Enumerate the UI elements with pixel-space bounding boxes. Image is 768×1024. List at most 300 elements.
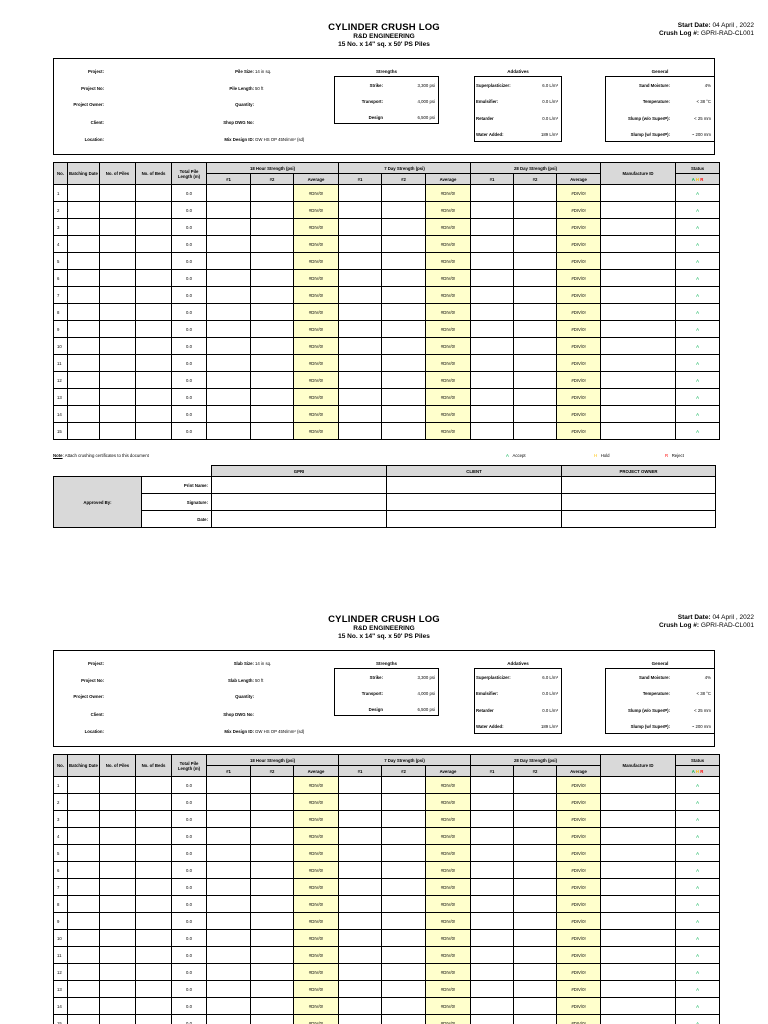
h18-1-cell[interactable] [207, 811, 251, 828]
d7-2-cell[interactable] [382, 998, 426, 1015]
h18-2-cell[interactable] [251, 794, 294, 811]
num-beds-cell[interactable] [136, 811, 172, 828]
d7-1-cell[interactable] [339, 845, 382, 862]
d7-2-cell[interactable] [382, 964, 426, 981]
num-piles-cell[interactable] [100, 947, 136, 964]
manufacture-id-cell[interactable] [601, 253, 676, 270]
h18-2-cell[interactable] [251, 338, 294, 355]
d7-2-cell[interactable] [382, 321, 426, 338]
num-beds-cell[interactable] [136, 947, 172, 964]
h18-1-cell[interactable] [207, 389, 251, 406]
d7-2-cell[interactable] [382, 862, 426, 879]
d7-1-cell[interactable] [339, 406, 382, 423]
d28-1-cell[interactable] [471, 185, 514, 202]
client-date-field[interactable] [387, 511, 562, 528]
num-beds-cell[interactable] [136, 355, 172, 372]
d7-1-cell[interactable] [339, 913, 382, 930]
batching-date-cell[interactable] [68, 389, 100, 406]
h18-1-cell[interactable] [207, 828, 251, 845]
h18-2-cell[interactable] [251, 304, 294, 321]
h18-1-cell[interactable] [207, 896, 251, 913]
d28-2-cell[interactable] [514, 372, 557, 389]
batching-date-cell[interactable] [68, 1015, 100, 1024]
d7-1-cell[interactable] [339, 964, 382, 981]
d7-1-cell[interactable] [339, 862, 382, 879]
h18-1-cell[interactable] [207, 777, 251, 794]
d28-2-cell[interactable] [514, 930, 557, 947]
h18-1-cell[interactable] [207, 947, 251, 964]
manufacture-id-cell[interactable] [601, 862, 676, 879]
h18-1-cell[interactable] [207, 794, 251, 811]
num-beds-cell[interactable] [136, 964, 172, 981]
batching-date-cell[interactable] [68, 202, 100, 219]
manufacture-id-cell[interactable] [601, 879, 676, 896]
d28-1-cell[interactable] [471, 236, 514, 253]
batching-date-cell[interactable] [68, 236, 100, 253]
num-beds-cell[interactable] [136, 879, 172, 896]
batching-date-cell[interactable] [68, 321, 100, 338]
d7-2-cell[interactable] [382, 406, 426, 423]
manufacture-id-cell[interactable] [601, 338, 676, 355]
h18-2-cell[interactable] [251, 845, 294, 862]
h18-1-cell[interactable] [207, 202, 251, 219]
manufacture-id-cell[interactable] [601, 998, 676, 1015]
d28-1-cell[interactable] [471, 219, 514, 236]
d7-1-cell[interactable] [339, 811, 382, 828]
d28-2-cell[interactable] [514, 423, 557, 440]
num-beds-cell[interactable] [136, 845, 172, 862]
d28-1-cell[interactable] [471, 879, 514, 896]
h18-1-cell[interactable] [207, 406, 251, 423]
d28-1-cell[interactable] [471, 389, 514, 406]
num-piles-cell[interactable] [100, 862, 136, 879]
d28-1-cell[interactable] [471, 338, 514, 355]
num-piles-cell[interactable] [100, 287, 136, 304]
batching-date-cell[interactable] [68, 862, 100, 879]
owner-print-name-field[interactable] [562, 477, 716, 494]
d28-1-cell[interactable] [471, 1015, 514, 1024]
d7-2-cell[interactable] [382, 219, 426, 236]
batching-date-cell[interactable] [68, 811, 100, 828]
h18-1-cell[interactable] [207, 845, 251, 862]
d28-1-cell[interactable] [471, 913, 514, 930]
h18-2-cell[interactable] [251, 389, 294, 406]
d7-2-cell[interactable] [382, 202, 426, 219]
d7-2-cell[interactable] [382, 304, 426, 321]
manufacture-id-cell[interactable] [601, 777, 676, 794]
d7-1-cell[interactable] [339, 236, 382, 253]
num-piles-cell[interactable] [100, 896, 136, 913]
d28-1-cell[interactable] [471, 321, 514, 338]
num-piles-cell[interactable] [100, 389, 136, 406]
d28-1-cell[interactable] [471, 828, 514, 845]
d7-1-cell[interactable] [339, 930, 382, 947]
manufacture-id-cell[interactable] [601, 845, 676, 862]
d7-2-cell[interactable] [382, 389, 426, 406]
d7-1-cell[interactable] [339, 270, 382, 287]
batching-date-cell[interactable] [68, 964, 100, 981]
d7-1-cell[interactable] [339, 287, 382, 304]
d7-2-cell[interactable] [382, 794, 426, 811]
manufacture-id-cell[interactable] [601, 219, 676, 236]
h18-1-cell[interactable] [207, 185, 251, 202]
h18-2-cell[interactable] [251, 811, 294, 828]
h18-2-cell[interactable] [251, 372, 294, 389]
d7-1-cell[interactable] [339, 777, 382, 794]
d28-2-cell[interactable] [514, 406, 557, 423]
h18-1-cell[interactable] [207, 219, 251, 236]
owner-date-field[interactable] [562, 511, 716, 528]
d28-2-cell[interactable] [514, 964, 557, 981]
h18-2-cell[interactable] [251, 253, 294, 270]
h18-2-cell[interactable] [251, 896, 294, 913]
num-beds-cell[interactable] [136, 338, 172, 355]
batching-date-cell[interactable] [68, 185, 100, 202]
manufacture-id-cell[interactable] [601, 372, 676, 389]
manufacture-id-cell[interactable] [601, 794, 676, 811]
h18-2-cell[interactable] [251, 202, 294, 219]
d7-2-cell[interactable] [382, 947, 426, 964]
h18-2-cell[interactable] [251, 355, 294, 372]
num-beds-cell[interactable] [136, 287, 172, 304]
batching-date-cell[interactable] [68, 304, 100, 321]
d28-1-cell[interactable] [471, 845, 514, 862]
d28-1-cell[interactable] [471, 253, 514, 270]
manufacture-id-cell[interactable] [601, 981, 676, 998]
d7-1-cell[interactable] [339, 321, 382, 338]
h18-1-cell[interactable] [207, 930, 251, 947]
h18-2-cell[interactable] [251, 947, 294, 964]
d7-2-cell[interactable] [382, 828, 426, 845]
num-beds-cell[interactable] [136, 828, 172, 845]
d28-1-cell[interactable] [471, 947, 514, 964]
num-beds-cell[interactable] [136, 372, 172, 389]
d28-2-cell[interactable] [514, 777, 557, 794]
num-beds-cell[interactable] [136, 1015, 172, 1024]
d28-1-cell[interactable] [471, 406, 514, 423]
d28-1-cell[interactable] [471, 202, 514, 219]
d7-2-cell[interactable] [382, 845, 426, 862]
num-piles-cell[interactable] [100, 185, 136, 202]
h18-2-cell[interactable] [251, 879, 294, 896]
d28-2-cell[interactable] [514, 998, 557, 1015]
num-piles-cell[interactable] [100, 845, 136, 862]
h18-1-cell[interactable] [207, 321, 251, 338]
d28-1-cell[interactable] [471, 896, 514, 913]
num-piles-cell[interactable] [100, 321, 136, 338]
d7-1-cell[interactable] [339, 304, 382, 321]
d28-2-cell[interactable] [514, 236, 557, 253]
d28-2-cell[interactable] [514, 879, 557, 896]
num-beds-cell[interactable] [136, 321, 172, 338]
d7-1-cell[interactable] [339, 253, 382, 270]
d28-1-cell[interactable] [471, 423, 514, 440]
num-beds-cell[interactable] [136, 185, 172, 202]
d28-1-cell[interactable] [471, 998, 514, 1015]
num-piles-cell[interactable] [100, 964, 136, 981]
num-piles-cell[interactable] [100, 338, 136, 355]
h18-2-cell[interactable] [251, 777, 294, 794]
num-beds-cell[interactable] [136, 304, 172, 321]
gpri-signature-field[interactable] [212, 494, 387, 511]
h18-1-cell[interactable] [207, 338, 251, 355]
h18-2-cell[interactable] [251, 423, 294, 440]
num-beds-cell[interactable] [136, 389, 172, 406]
d7-2-cell[interactable] [382, 372, 426, 389]
batching-date-cell[interactable] [68, 879, 100, 896]
num-beds-cell[interactable] [136, 862, 172, 879]
batching-date-cell[interactable] [68, 845, 100, 862]
d28-2-cell[interactable] [514, 981, 557, 998]
batching-date-cell[interactable] [68, 947, 100, 964]
num-piles-cell[interactable] [100, 304, 136, 321]
h18-1-cell[interactable] [207, 913, 251, 930]
manufacture-id-cell[interactable] [601, 811, 676, 828]
h18-2-cell[interactable] [251, 964, 294, 981]
h18-2-cell[interactable] [251, 981, 294, 998]
d7-2-cell[interactable] [382, 423, 426, 440]
d7-2-cell[interactable] [382, 1015, 426, 1024]
batching-date-cell[interactable] [68, 270, 100, 287]
h18-1-cell[interactable] [207, 1015, 251, 1024]
d28-1-cell[interactable] [471, 355, 514, 372]
d7-1-cell[interactable] [339, 389, 382, 406]
num-beds-cell[interactable] [136, 236, 172, 253]
manufacture-id-cell[interactable] [601, 304, 676, 321]
d28-2-cell[interactable] [514, 304, 557, 321]
d28-2-cell[interactable] [514, 270, 557, 287]
manufacture-id-cell[interactable] [601, 423, 676, 440]
manufacture-id-cell[interactable] [601, 913, 676, 930]
num-beds-cell[interactable] [136, 219, 172, 236]
d28-1-cell[interactable] [471, 777, 514, 794]
manufacture-id-cell[interactable] [601, 828, 676, 845]
d28-2-cell[interactable] [514, 321, 557, 338]
d28-2-cell[interactable] [514, 355, 557, 372]
d28-2-cell[interactable] [514, 338, 557, 355]
d28-1-cell[interactable] [471, 964, 514, 981]
batching-date-cell[interactable] [68, 253, 100, 270]
manufacture-id-cell[interactable] [601, 202, 676, 219]
h18-2-cell[interactable] [251, 998, 294, 1015]
d28-2-cell[interactable] [514, 828, 557, 845]
batching-date-cell[interactable] [68, 423, 100, 440]
manufacture-id-cell[interactable] [601, 270, 676, 287]
num-beds-cell[interactable] [136, 981, 172, 998]
d28-2-cell[interactable] [514, 202, 557, 219]
num-beds-cell[interactable] [136, 270, 172, 287]
num-beds-cell[interactable] [136, 777, 172, 794]
h18-1-cell[interactable] [207, 236, 251, 253]
d7-1-cell[interactable] [339, 998, 382, 1015]
h18-1-cell[interactable] [207, 304, 251, 321]
d28-1-cell[interactable] [471, 304, 514, 321]
num-piles-cell[interactable] [100, 219, 136, 236]
d7-1-cell[interactable] [339, 981, 382, 998]
num-piles-cell[interactable] [100, 372, 136, 389]
num-beds-cell[interactable] [136, 423, 172, 440]
batching-date-cell[interactable] [68, 338, 100, 355]
h18-2-cell[interactable] [251, 930, 294, 947]
batching-date-cell[interactable] [68, 406, 100, 423]
manufacture-id-cell[interactable] [601, 1015, 676, 1024]
num-piles-cell[interactable] [100, 253, 136, 270]
d7-1-cell[interactable] [339, 828, 382, 845]
d7-1-cell[interactable] [339, 423, 382, 440]
client-print-name-field[interactable] [387, 477, 562, 494]
num-beds-cell[interactable] [136, 896, 172, 913]
h18-1-cell[interactable] [207, 355, 251, 372]
d28-2-cell[interactable] [514, 947, 557, 964]
h18-2-cell[interactable] [251, 406, 294, 423]
h18-2-cell[interactable] [251, 185, 294, 202]
d28-2-cell[interactable] [514, 1015, 557, 1024]
manufacture-id-cell[interactable] [601, 896, 676, 913]
num-piles-cell[interactable] [100, 355, 136, 372]
d7-2-cell[interactable] [382, 896, 426, 913]
h18-1-cell[interactable] [207, 253, 251, 270]
num-piles-cell[interactable] [100, 913, 136, 930]
num-beds-cell[interactable] [136, 794, 172, 811]
gpri-date-field[interactable] [212, 511, 387, 528]
batching-date-cell[interactable] [68, 355, 100, 372]
gpri-print-name-field[interactable] [212, 477, 387, 494]
d7-1-cell[interactable] [339, 794, 382, 811]
num-piles-cell[interactable] [100, 879, 136, 896]
manufacture-id-cell[interactable] [601, 964, 676, 981]
num-piles-cell[interactable] [100, 406, 136, 423]
batching-date-cell[interactable] [68, 828, 100, 845]
num-piles-cell[interactable] [100, 777, 136, 794]
d28-2-cell[interactable] [514, 185, 557, 202]
num-piles-cell[interactable] [100, 202, 136, 219]
d28-2-cell[interactable] [514, 811, 557, 828]
manufacture-id-cell[interactable] [601, 355, 676, 372]
h18-1-cell[interactable] [207, 287, 251, 304]
h18-2-cell[interactable] [251, 236, 294, 253]
client-signature-field[interactable] [387, 494, 562, 511]
d28-1-cell[interactable] [471, 794, 514, 811]
batching-date-cell[interactable] [68, 777, 100, 794]
manufacture-id-cell[interactable] [601, 185, 676, 202]
d7-2-cell[interactable] [382, 355, 426, 372]
h18-2-cell[interactable] [251, 270, 294, 287]
num-piles-cell[interactable] [100, 930, 136, 947]
d7-1-cell[interactable] [339, 896, 382, 913]
d7-1-cell[interactable] [339, 185, 382, 202]
h18-1-cell[interactable] [207, 270, 251, 287]
h18-1-cell[interactable] [207, 879, 251, 896]
h18-2-cell[interactable] [251, 1015, 294, 1024]
d7-2-cell[interactable] [382, 879, 426, 896]
d7-2-cell[interactable] [382, 930, 426, 947]
h18-2-cell[interactable] [251, 287, 294, 304]
batching-date-cell[interactable] [68, 998, 100, 1015]
num-piles-cell[interactable] [100, 236, 136, 253]
manufacture-id-cell[interactable] [601, 287, 676, 304]
d28-1-cell[interactable] [471, 930, 514, 947]
d7-2-cell[interactable] [382, 981, 426, 998]
num-beds-cell[interactable] [136, 406, 172, 423]
d28-1-cell[interactable] [471, 287, 514, 304]
num-piles-cell[interactable] [100, 794, 136, 811]
d28-2-cell[interactable] [514, 845, 557, 862]
manufacture-id-cell[interactable] [601, 947, 676, 964]
h18-1-cell[interactable] [207, 998, 251, 1015]
d7-1-cell[interactable] [339, 879, 382, 896]
h18-2-cell[interactable] [251, 321, 294, 338]
manufacture-id-cell[interactable] [601, 389, 676, 406]
d7-2-cell[interactable] [382, 811, 426, 828]
d7-2-cell[interactable] [382, 338, 426, 355]
d7-1-cell[interactable] [339, 219, 382, 236]
owner-signature-field[interactable] [562, 494, 716, 511]
h18-1-cell[interactable] [207, 964, 251, 981]
num-beds-cell[interactable] [136, 253, 172, 270]
manufacture-id-cell[interactable] [601, 930, 676, 947]
d7-2-cell[interactable] [382, 253, 426, 270]
d7-1-cell[interactable] [339, 338, 382, 355]
d7-2-cell[interactable] [382, 236, 426, 253]
batching-date-cell[interactable] [68, 372, 100, 389]
d7-2-cell[interactable] [382, 913, 426, 930]
d28-2-cell[interactable] [514, 219, 557, 236]
h18-2-cell[interactable] [251, 862, 294, 879]
d7-1-cell[interactable] [339, 202, 382, 219]
batching-date-cell[interactable] [68, 913, 100, 930]
h18-1-cell[interactable] [207, 981, 251, 998]
d7-1-cell[interactable] [339, 372, 382, 389]
batching-date-cell[interactable] [68, 794, 100, 811]
h18-2-cell[interactable] [251, 219, 294, 236]
num-piles-cell[interactable] [100, 981, 136, 998]
batching-date-cell[interactable] [68, 896, 100, 913]
h18-1-cell[interactable] [207, 372, 251, 389]
h18-1-cell[interactable] [207, 862, 251, 879]
batching-date-cell[interactable] [68, 219, 100, 236]
batching-date-cell[interactable] [68, 981, 100, 998]
batching-date-cell[interactable] [68, 287, 100, 304]
batching-date-cell[interactable] [68, 930, 100, 947]
d28-1-cell[interactable] [471, 811, 514, 828]
d7-1-cell[interactable] [339, 355, 382, 372]
num-piles-cell[interactable] [100, 998, 136, 1015]
d28-2-cell[interactable] [514, 913, 557, 930]
d7-2-cell[interactable] [382, 270, 426, 287]
d28-1-cell[interactable] [471, 372, 514, 389]
num-beds-cell[interactable] [136, 930, 172, 947]
d28-1-cell[interactable] [471, 862, 514, 879]
d7-1-cell[interactable] [339, 1015, 382, 1024]
manufacture-id-cell[interactable] [601, 321, 676, 338]
d7-2-cell[interactable] [382, 287, 426, 304]
d28-2-cell[interactable] [514, 794, 557, 811]
num-beds-cell[interactable] [136, 998, 172, 1015]
h18-1-cell[interactable] [207, 423, 251, 440]
d28-2-cell[interactable] [514, 896, 557, 913]
num-beds-cell[interactable] [136, 913, 172, 930]
manufacture-id-cell[interactable] [601, 236, 676, 253]
d28-2-cell[interactable] [514, 862, 557, 879]
d28-1-cell[interactable] [471, 981, 514, 998]
h18-2-cell[interactable] [251, 913, 294, 930]
num-piles-cell[interactable] [100, 828, 136, 845]
d28-2-cell[interactable] [514, 389, 557, 406]
manufacture-id-cell[interactable] [601, 406, 676, 423]
d7-1-cell[interactable] [339, 947, 382, 964]
d28-2-cell[interactable] [514, 253, 557, 270]
d7-2-cell[interactable] [382, 777, 426, 794]
